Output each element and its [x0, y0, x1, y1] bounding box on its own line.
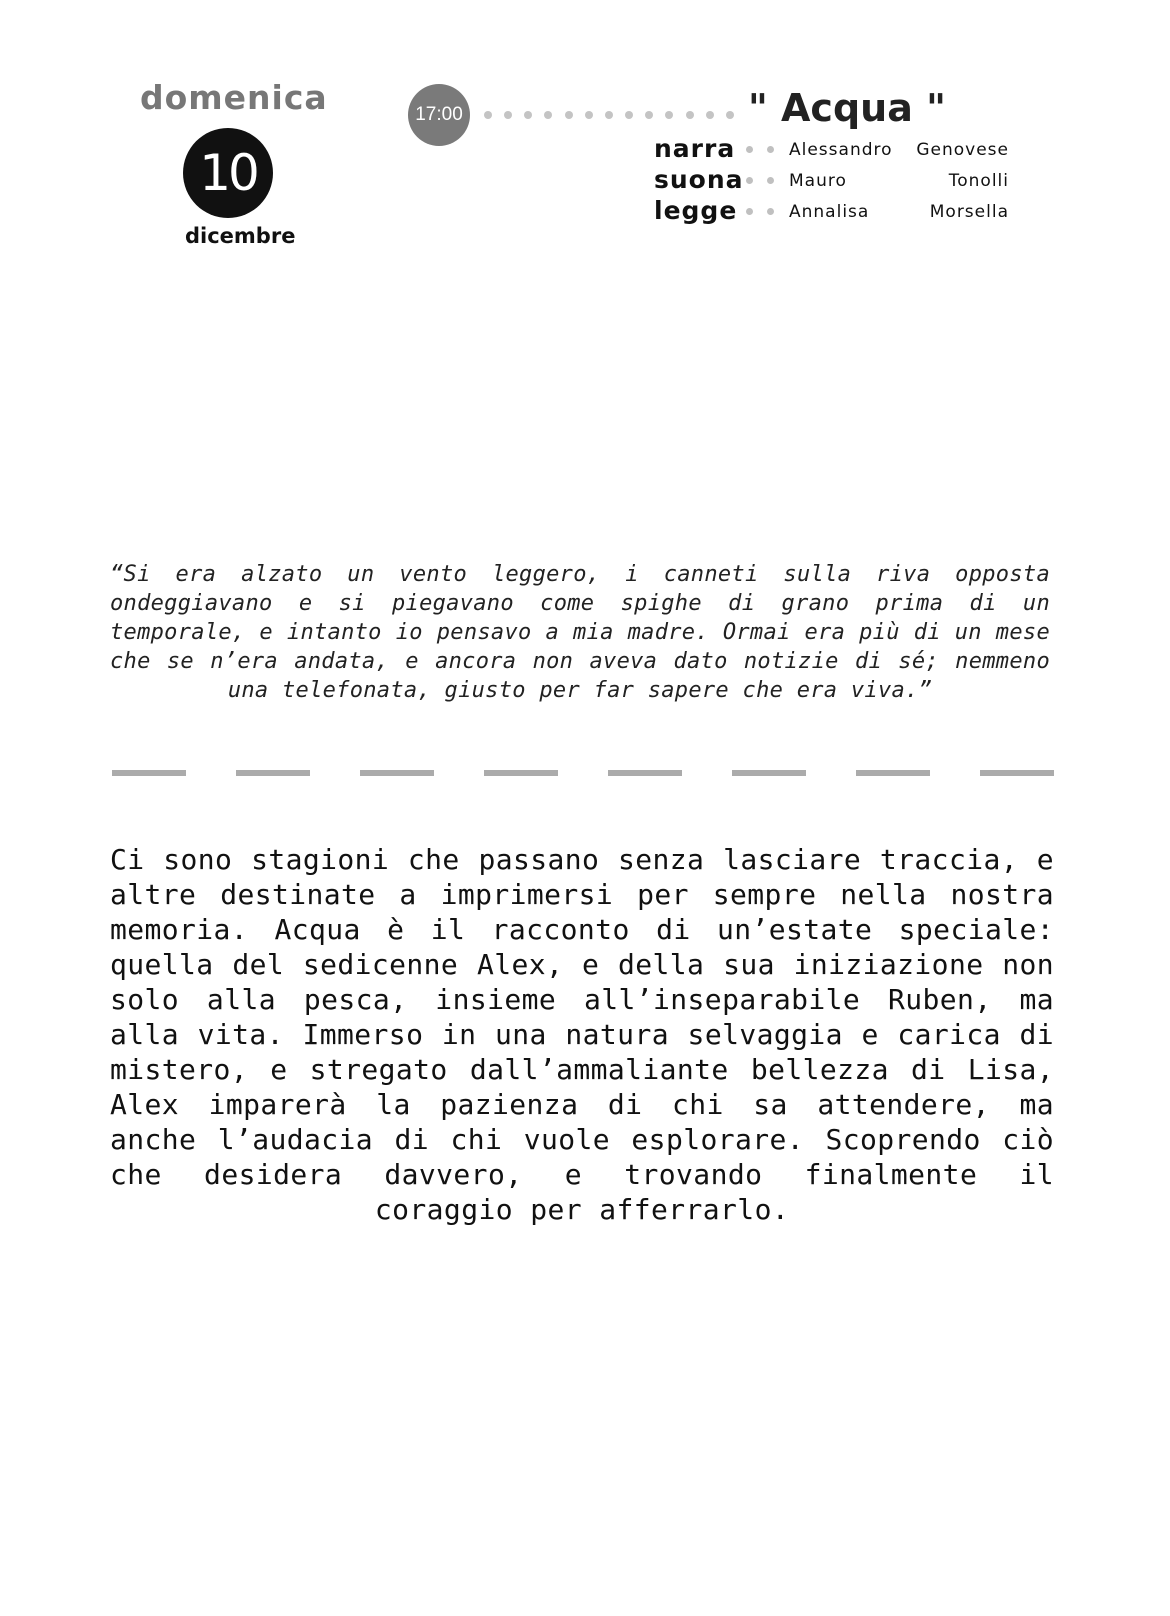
credit-row-suona [654, 165, 1009, 196]
credit-dots [746, 208, 774, 215]
credit-row-legge [654, 196, 1009, 227]
day-number-badge [183, 128, 273, 218]
book-synopsis: Ci sono stagioni che passano senza lasciare traccia, e altre destinate a imprimersi per sempre nella nostra memoria. Acqua è il racconto di un’estate speciale: quella del sedicenne Alex, e della sua iniziazione non solo alla pesca, insieme all’inseparabile Ruben, ma alla vita. Immerso in una natura selvaggia e carica di mistero, e stregato dall’ammaliante bellezza di Lisa, Alex imparerà la pazienza di chi sa attendere, ma anche l’audacia di chi vuole esplorare. Scoprendo ciò che desidera davvero, e trovando finalmente il coraggio per afferrarlo. [110, 843, 1054, 1226]
credit-role: suona [654, 165, 744, 194]
credits-list [654, 134, 1009, 227]
credit-row-narra [654, 134, 1009, 165]
event-title: " Acqua " [748, 86, 946, 130]
weekday: domenica [140, 78, 328, 117]
day-number: 10 [199, 144, 257, 202]
event-time: 17:00 [415, 104, 463, 125]
credit-last-name: Genovese [916, 140, 1009, 160]
credit-first-name: Mauro [789, 171, 847, 191]
date-block [140, 78, 330, 258]
credit-dots [746, 177, 774, 184]
credit-first-name: Alessandro [789, 140, 893, 160]
month: dicembre [185, 224, 296, 248]
book-quote: “Si era alzato un vento leggero, i canneti sulla riva opposta ondeggiavano e si piegavano come spighe di grano prima di un temporale, e intanto io pensavo a mia madre. Ormai era più di un mese che se n’era andata, e ancora non aveva dato notizie di sé; nemmeno una telefonata, giusto per far sapere che era viva.” [110, 562, 1050, 703]
credit-last-name: Morsella [929, 202, 1009, 222]
leader-dots [484, 103, 734, 127]
credit-first-name: Annalisa [789, 202, 870, 222]
credit-role: legge [654, 196, 738, 225]
dashed-divider [112, 770, 1054, 776]
credit-last-name: Tonolli [948, 171, 1009, 191]
time-badge [408, 84, 470, 146]
credit-dots [746, 146, 774, 153]
credit-role: narra [654, 134, 736, 163]
